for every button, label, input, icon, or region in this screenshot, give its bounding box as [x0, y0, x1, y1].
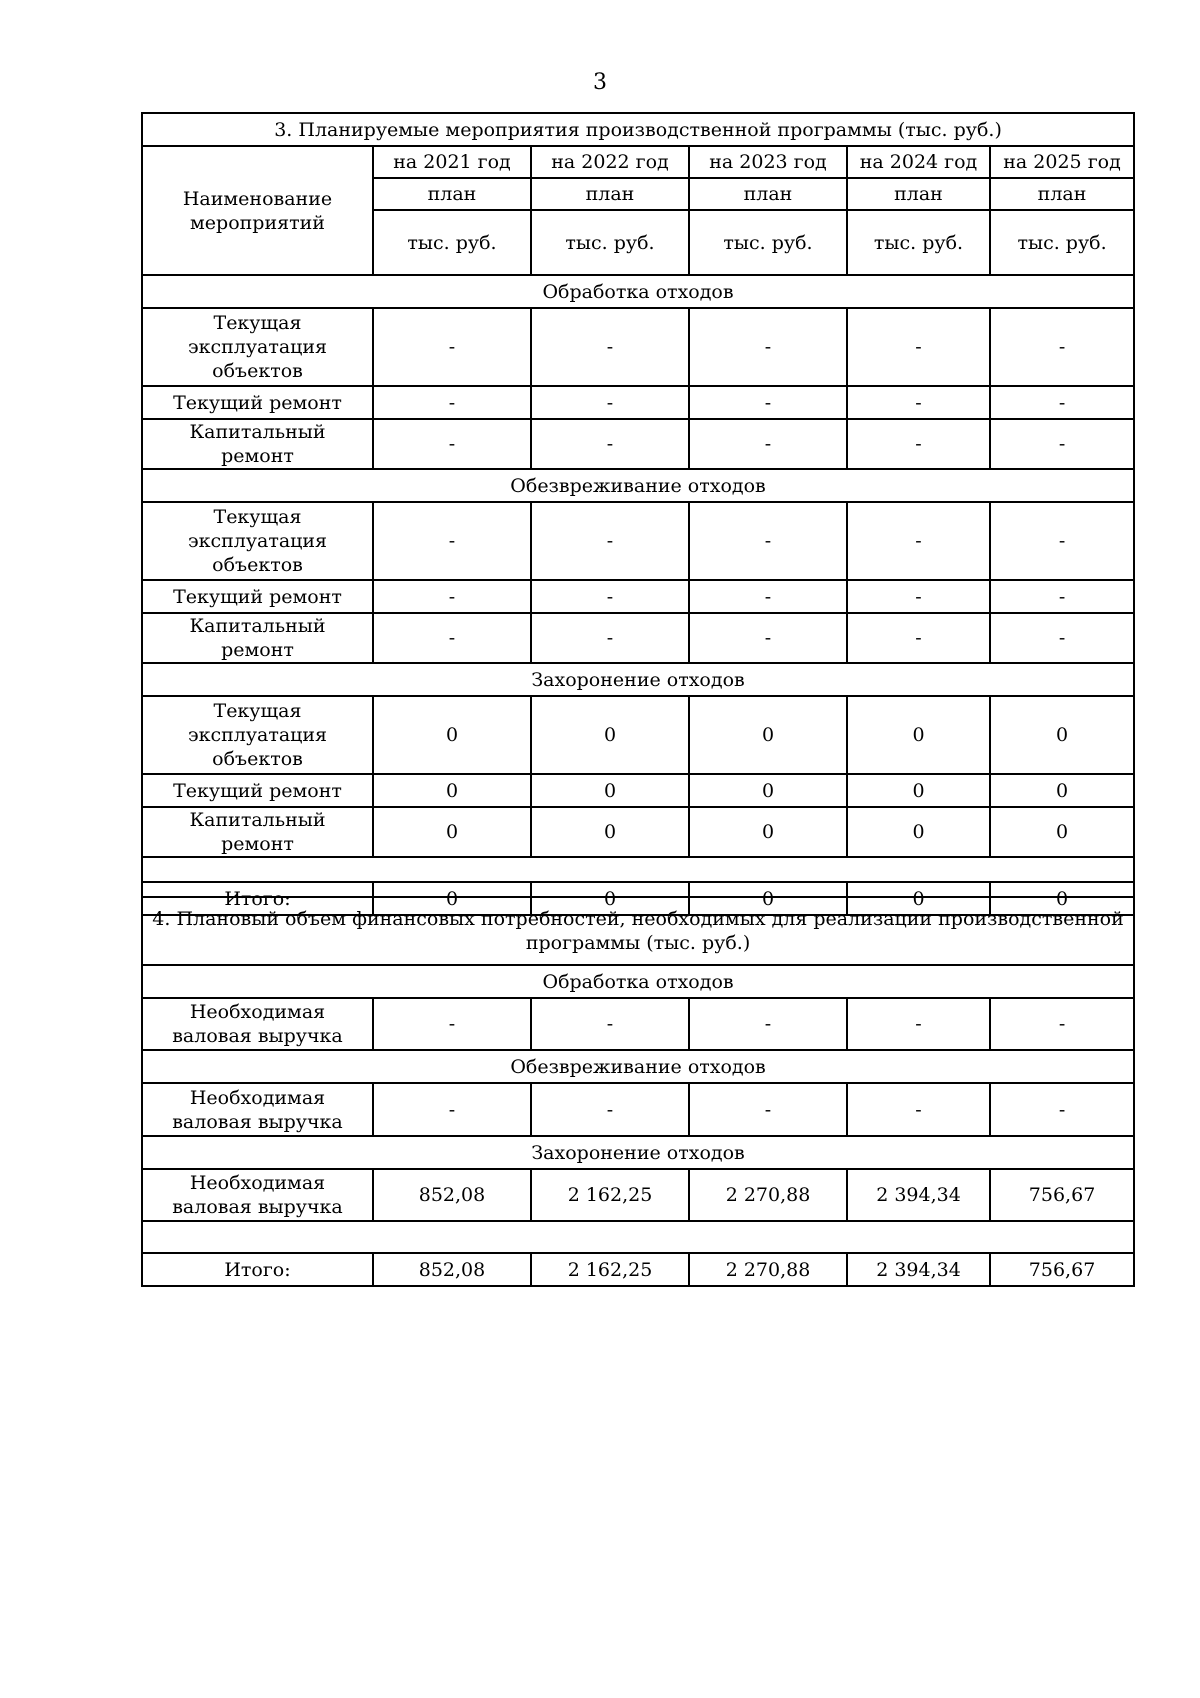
- plan-header: план: [373, 178, 531, 210]
- cell-value: -: [990, 308, 1134, 386]
- group-header: Захоронение отходов: [142, 663, 1134, 696]
- table-row: [142, 502, 1134, 580]
- cell-value: -: [531, 998, 689, 1050]
- total-value: 2 394,34: [847, 1253, 990, 1286]
- cell-value: -: [689, 580, 847, 613]
- cell-value: 2 162,25: [531, 1169, 689, 1221]
- row-label: Текущий ремонт: [142, 774, 373, 807]
- row-label: Текущая эксплуатация объектов: [142, 502, 373, 580]
- total-value: 0: [990, 882, 1134, 915]
- cell-value: -: [990, 419, 1134, 469]
- cell-value: 0: [990, 696, 1134, 774]
- plan-header: план: [990, 178, 1134, 210]
- row-label: Текущий ремонт: [142, 580, 373, 613]
- group-header: Захоронение отходов: [142, 1136, 1134, 1169]
- cell-value: -: [373, 502, 531, 580]
- cell-value: 0: [373, 807, 531, 857]
- cell-value: -: [531, 419, 689, 469]
- cell-value: -: [847, 419, 990, 469]
- cell-value: -: [373, 613, 531, 663]
- year-header: на 2022 год: [531, 146, 689, 178]
- row-label: Текущая эксплуатация объектов: [142, 696, 373, 774]
- cell-value: -: [689, 1083, 847, 1136]
- total-value: 0: [689, 882, 847, 915]
- row-label: Текущий ремонт: [142, 386, 373, 419]
- row-label: Капитальный ремонт: [142, 807, 373, 857]
- cell-value: -: [847, 613, 990, 663]
- table-title: 3. Планируемые мероприятия производственной программы (тыс. руб.): [142, 113, 1134, 146]
- cell-value: -: [990, 1083, 1134, 1136]
- cell-value: -: [847, 580, 990, 613]
- cell-value: -: [373, 580, 531, 613]
- planned-activities-table: [141, 112, 1135, 916]
- total-value: 0: [373, 882, 531, 915]
- cell-value: 852,08: [373, 1169, 531, 1221]
- row-label: Необходимая валовая выручка: [142, 1169, 373, 1221]
- plan-header: план: [531, 178, 689, 210]
- row-label: Капитальный ремонт: [142, 419, 373, 469]
- cell-value: -: [531, 386, 689, 419]
- cell-value: -: [847, 998, 990, 1050]
- unit-header: тыс. руб.: [990, 210, 1134, 275]
- name-column-header: Наименование мероприятий: [142, 146, 373, 275]
- cell-value: -: [531, 308, 689, 386]
- table-row: [142, 580, 1134, 613]
- cell-value: -: [689, 419, 847, 469]
- financial-needs-table: [141, 896, 1135, 1287]
- cell-value: -: [689, 502, 847, 580]
- unit-header: тыс. руб.: [689, 210, 847, 275]
- cell-value: 0: [531, 696, 689, 774]
- total-value: 0: [847, 882, 990, 915]
- row-label: Необходимая валовая выручка: [142, 1083, 373, 1136]
- cell-value: 0: [373, 774, 531, 807]
- cell-value: 0: [373, 696, 531, 774]
- cell-value: 756,67: [990, 1169, 1134, 1221]
- cell-value: -: [689, 998, 847, 1050]
- cell-value: -: [990, 580, 1134, 613]
- cell-value: -: [531, 613, 689, 663]
- cell-value: 0: [847, 696, 990, 774]
- cell-value: -: [373, 419, 531, 469]
- table-row: [142, 419, 1134, 469]
- year-header: на 2025 год: [990, 146, 1134, 178]
- cell-value: -: [373, 386, 531, 419]
- row-label: Капитальный ремонт: [142, 613, 373, 663]
- table-row: [142, 774, 1134, 807]
- cell-value: -: [689, 308, 847, 386]
- cell-value: 0: [531, 774, 689, 807]
- cell-value: 2 270,88: [689, 1169, 847, 1221]
- total-label: Итого:: [142, 1253, 373, 1286]
- group-header: Обезвреживание отходов: [142, 1050, 1134, 1083]
- group-header: Обезвреживание отходов: [142, 469, 1134, 502]
- table-row: [142, 308, 1134, 386]
- cell-value: 0: [531, 807, 689, 857]
- cell-value: -: [847, 502, 990, 580]
- total-value: 852,08: [373, 1253, 531, 1286]
- table-row: [142, 998, 1134, 1050]
- row-label: Необходимая валовая выручка: [142, 998, 373, 1050]
- cell-value: -: [373, 1083, 531, 1136]
- cell-value: 0: [689, 807, 847, 857]
- cell-value: 0: [847, 807, 990, 857]
- row-label: Текущая эксплуатация объектов: [142, 308, 373, 386]
- year-header: на 2021 год: [373, 146, 531, 178]
- cell-value: -: [990, 998, 1134, 1050]
- unit-header: тыс. руб.: [531, 210, 689, 275]
- cell-value: 0: [689, 774, 847, 807]
- unit-header: тыс. руб.: [373, 210, 531, 275]
- table-row: [142, 807, 1134, 857]
- year-header: на 2024 год: [847, 146, 990, 178]
- group-header: Обработка отходов: [142, 965, 1134, 998]
- plan-header: план: [847, 178, 990, 210]
- total-value: 756,67: [990, 1253, 1134, 1286]
- cell-value: -: [373, 308, 531, 386]
- cell-value: -: [531, 580, 689, 613]
- total-value: 0: [531, 882, 689, 915]
- cell-value: -: [847, 386, 990, 419]
- table-row: [142, 613, 1134, 663]
- cell-value: 0: [847, 774, 990, 807]
- cell-value: -: [531, 502, 689, 580]
- cell-value: -: [689, 613, 847, 663]
- cell-value: -: [373, 998, 531, 1050]
- table-row: [142, 1169, 1134, 1221]
- cell-value: 0: [990, 774, 1134, 807]
- year-header: на 2023 год: [689, 146, 847, 178]
- cell-value: -: [990, 502, 1134, 580]
- group-header: Обработка отходов: [142, 275, 1134, 308]
- cell-value: -: [990, 613, 1134, 663]
- cell-value: -: [847, 1083, 990, 1136]
- cell-value: -: [531, 1083, 689, 1136]
- cell-value: -: [689, 386, 847, 419]
- table-row: [142, 386, 1134, 419]
- page-number: 3: [593, 70, 607, 95]
- table-row: [142, 696, 1134, 774]
- spacer-row: [142, 857, 1134, 882]
- total-value: 2 270,88: [689, 1253, 847, 1286]
- total-row: [142, 1253, 1134, 1286]
- total-value: 2 162,25: [531, 1253, 689, 1286]
- plan-header: план: [689, 178, 847, 210]
- total-label: Итого:: [142, 882, 373, 915]
- table-row: [142, 1083, 1134, 1136]
- table-title: 4. Плановый объем финансовых потребностей, необходимых для реализации производственной программы (тыс. руб.): [142, 897, 1134, 965]
- cell-value: 2 394,34: [847, 1169, 990, 1221]
- cell-value: -: [847, 308, 990, 386]
- spacer-row: [142, 1221, 1134, 1253]
- cell-value: 0: [990, 807, 1134, 857]
- cell-value: 0: [689, 696, 847, 774]
- cell-value: -: [990, 386, 1134, 419]
- unit-header: тыс. руб.: [847, 210, 990, 275]
